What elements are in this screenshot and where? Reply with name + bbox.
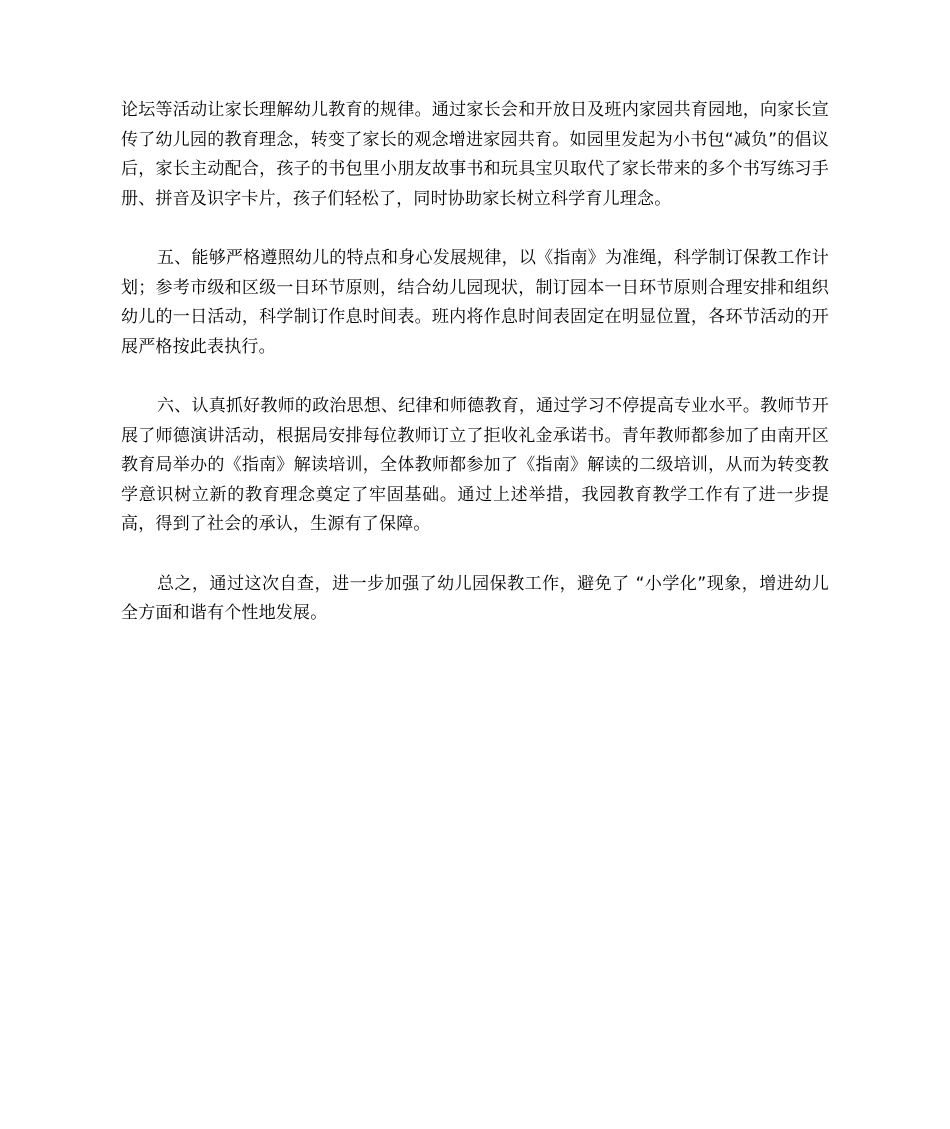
paragraph-section-six: 六、认真抓好教师的政治思想、纪律和师德教育，通过学习不停提高专业水平。教师节开展了师德演讲活动，根据局安排每位教师订立了拒收礼金承诺书。青年教师都参加了由南开区教育局举办的《指南》解读培训，全体教师都参加了《指南》解读的二级培训，从而为转变教学意识树立新的教育理念奠定了牢固基础。通过上述举措，我园教育教学工作有了进一步提高，得到了社会的承认，生源有了保障。 xyxy=(121,396,829,534)
paragraph-conclusion: 总之，通过这次自查，进一步加强了幼儿园保教工作，避免了 “小学化”现象，增进幼儿全方面和谐有个性地发展。 xyxy=(121,573,829,623)
paragraph-section-five: 五、能够严格遵照幼儿的特点和身心发展规律，以《指南》为准绳，科学制订保教工作计划；参考市级和区级一日环节原则，结合幼儿园现状，制订园本一日环节原则合理安排和组织幼儿的一日活动，科学制订作息时间表。班内将作息时间表固定在明显位置，各环节活动的开展严格按此表执行。 xyxy=(121,248,829,357)
document-body xyxy=(121,96,829,659)
paragraph-continuation: 论坛等活动让家长理解幼儿教育的规律。通过家长会和开放日及班内家园共育园地，向家长宣传了幼儿园的教育理念，转变了家长的观念增进家园共育。如园里发起为小书包“减负”的倡议后，家长主动配合，孩子的书包里小朋友故事书和玩具宝贝取代了家长带来的多个书写练习手册、拼音及识字卡片，孩子们轻松了，同时协助家长树立科学育儿理念。 xyxy=(121,100,829,209)
